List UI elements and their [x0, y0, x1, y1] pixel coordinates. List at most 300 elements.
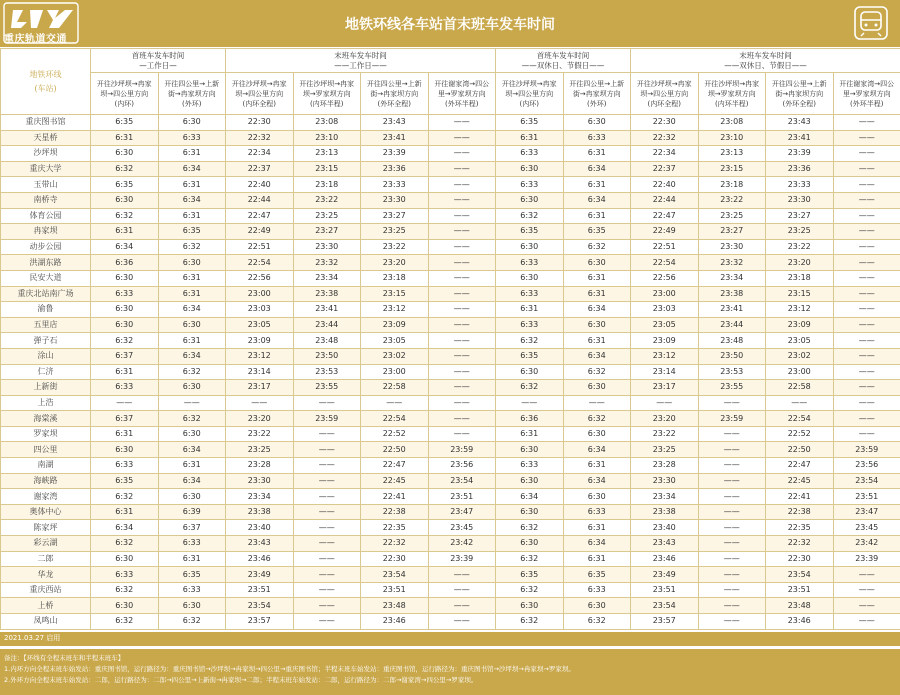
- time-cell: 6:37: [91, 348, 159, 364]
- time-cell: ——: [428, 255, 496, 271]
- time-cell: 23:51: [361, 582, 429, 598]
- time-cell: 6:33: [91, 286, 159, 302]
- table-row: [1, 536, 900, 552]
- time-cell: 6:31: [91, 364, 159, 380]
- time-cell: ——: [428, 395, 496, 411]
- time-cell: 6:31: [496, 302, 564, 318]
- time-cell: 22:47: [766, 458, 834, 474]
- time-cell: 23:25: [631, 442, 699, 458]
- time-cell: 6:31: [158, 146, 226, 162]
- time-cell: 6:35: [91, 115, 159, 131]
- time-cell: 23:41: [293, 302, 361, 318]
- station-name: 上桥: [1, 598, 91, 614]
- time-cell: 6:30: [563, 380, 631, 396]
- time-cell: 23:03: [631, 302, 699, 318]
- time-cell: 23:14: [226, 364, 294, 380]
- time-cell: 23:56: [833, 458, 900, 474]
- time-cell: 23:20: [361, 255, 429, 271]
- time-cell: 23:48: [766, 598, 834, 614]
- time-cell: 23:12: [766, 302, 834, 318]
- column-header: [91, 73, 159, 115]
- time-cell: 22:34: [226, 146, 294, 162]
- time-cell: 23:25: [766, 224, 834, 240]
- time-cell: 6:34: [496, 489, 564, 505]
- time-cell: 23:51: [766, 582, 834, 598]
- time-cell: 23:46: [631, 551, 699, 567]
- table-row: [1, 208, 900, 224]
- time-cell: 6:35: [563, 567, 631, 583]
- time-cell: 6:31: [158, 270, 226, 286]
- time-cell: 23:43: [226, 536, 294, 552]
- station-name: 弹子石: [1, 333, 91, 349]
- time-cell: 23:00: [766, 364, 834, 380]
- time-cell: ——: [361, 395, 429, 411]
- time-cell: 23:51: [631, 582, 699, 598]
- time-cell: 22:38: [766, 504, 834, 520]
- time-cell: 6:30: [563, 115, 631, 131]
- time-cell: 23:41: [766, 130, 834, 146]
- time-cell: 6:33: [496, 286, 564, 302]
- time-cell: 6:32: [496, 551, 564, 567]
- time-cell: 6:30: [91, 442, 159, 458]
- time-cell: 23:54: [428, 473, 496, 489]
- time-cell: 23:15: [361, 286, 429, 302]
- time-cell: ——: [428, 130, 496, 146]
- station-name: 海棠溪: [1, 411, 91, 427]
- time-cell: 6:34: [158, 302, 226, 318]
- column-header: [496, 73, 564, 115]
- note-line: 2.外环方向全程末班车始发站：二郎，运行路径为：二郎→四公里→上新街→冉家坝→二郎；半程末班车始发站：二郎，运行路径为：二郎→谢家湾→四公里→罗家坝。: [4, 676, 478, 684]
- group-header: [226, 49, 496, 73]
- time-cell: 6:30: [563, 255, 631, 271]
- time-cell: 6:32: [91, 614, 159, 630]
- table-row: [1, 520, 900, 536]
- time-cell: ——: [428, 364, 496, 380]
- time-cell: 23:54: [226, 598, 294, 614]
- station-name: 五里店: [1, 317, 91, 333]
- time-cell: 23:48: [361, 598, 429, 614]
- group-title: 末班车发车时间: [739, 50, 792, 60]
- time-cell: 23:22: [226, 426, 294, 442]
- time-cell: 6:33: [496, 177, 564, 193]
- time-cell: 22:41: [361, 489, 429, 505]
- time-cell: 23:28: [226, 458, 294, 474]
- table-row: [1, 130, 900, 146]
- time-cell: ——: [833, 130, 900, 146]
- time-cell: ——: [698, 395, 766, 411]
- time-cell: 23:44: [293, 317, 361, 333]
- column-header-line: 开往四公里→上新: [366, 79, 422, 88]
- time-cell: 6:31: [91, 426, 159, 442]
- time-cell: 6:30: [158, 380, 226, 396]
- time-cell: ——: [833, 177, 900, 193]
- column-header-line: (内环): [519, 99, 539, 108]
- time-cell: ——: [698, 582, 766, 598]
- time-cell: 23:00: [631, 286, 699, 302]
- time-cell: 22:51: [226, 239, 294, 255]
- time-cell: 23:34: [631, 489, 699, 505]
- time-cell: 6:30: [563, 598, 631, 614]
- time-cell: 6:30: [496, 473, 564, 489]
- time-cell: 23:20: [766, 255, 834, 271]
- time-cell: 23:59: [428, 442, 496, 458]
- time-cell: ——: [293, 614, 361, 630]
- time-cell: 6:36: [496, 411, 564, 427]
- time-cell: 6:33: [496, 458, 564, 474]
- column-header-line: (内环半程): [310, 99, 344, 108]
- time-cell: 23:49: [226, 567, 294, 583]
- time-cell: 23:33: [361, 177, 429, 193]
- time-cell: 23:27: [361, 208, 429, 224]
- time-cell: 6:30: [496, 504, 564, 520]
- time-cell: 23:51: [226, 582, 294, 598]
- time-cell: 6:30: [158, 489, 226, 505]
- time-cell: 22:47: [361, 458, 429, 474]
- time-cell: 22:56: [226, 270, 294, 286]
- table-row: [1, 458, 900, 474]
- column-header-line: 开往沙坪坝→冉家: [704, 79, 760, 88]
- time-cell: 23:10: [698, 130, 766, 146]
- time-cell: ——: [833, 598, 900, 614]
- time-cell: 6:32: [158, 364, 226, 380]
- time-cell: ——: [833, 255, 900, 271]
- time-cell: 23:39: [833, 551, 900, 567]
- time-cell: 23:22: [293, 192, 361, 208]
- time-cell: ——: [428, 317, 496, 333]
- time-cell: ——: [833, 286, 900, 302]
- time-cell: ——: [833, 239, 900, 255]
- column-header-line: 坝→四公里方向: [505, 89, 554, 98]
- table-row: [1, 286, 900, 302]
- time-cell: 23:15: [766, 286, 834, 302]
- time-cell: 23:00: [361, 364, 429, 380]
- time-cell: ——: [293, 426, 361, 442]
- column-header-line: 坝→四公里方向: [235, 89, 284, 98]
- time-cell: ——: [833, 426, 900, 442]
- time-cell: 6:32: [91, 208, 159, 224]
- station-name: 南湖: [1, 458, 91, 474]
- time-cell: 6:30: [563, 426, 631, 442]
- time-cell: ——: [293, 458, 361, 474]
- station-name: 冉家坝: [1, 224, 91, 240]
- table-row: [1, 317, 900, 333]
- time-cell: ——: [226, 395, 294, 411]
- column-header-line: 街→冉家坝方向: [775, 89, 824, 98]
- station-name: 罗家坝: [1, 426, 91, 442]
- time-cell: 6:34: [91, 520, 159, 536]
- time-cell: 22:45: [766, 473, 834, 489]
- time-cell: 6:34: [158, 348, 226, 364]
- group-subtitle: —工作日—: [139, 60, 177, 70]
- column-header: [698, 73, 766, 115]
- time-cell: ——: [428, 161, 496, 177]
- station-name: 洪湖东路: [1, 255, 91, 271]
- time-cell: 6:32: [158, 239, 226, 255]
- time-cell: ——: [428, 177, 496, 193]
- time-cell: 6:35: [496, 567, 564, 583]
- time-cell: 22:58: [766, 380, 834, 396]
- time-cell: ——: [698, 426, 766, 442]
- time-cell: 6:31: [563, 458, 631, 474]
- time-cell: 23:40: [631, 520, 699, 536]
- time-cell: 23:30: [226, 473, 294, 489]
- time-cell: 23:43: [631, 536, 699, 552]
- station-name: 民安大道: [1, 270, 91, 286]
- column-header: [361, 73, 429, 115]
- time-cell: 23:09: [631, 333, 699, 349]
- table-row: [1, 302, 900, 318]
- column-header-line: 开往沙坪坝→冉家: [96, 79, 152, 88]
- table-row: [1, 364, 900, 380]
- station-name: 重庆图书馆: [1, 115, 91, 131]
- time-cell: 6:32: [91, 489, 159, 505]
- time-cell: 6:31: [158, 177, 226, 193]
- time-cell: ——: [428, 115, 496, 131]
- table-row: [1, 473, 900, 489]
- time-cell: 22:56: [631, 270, 699, 286]
- time-cell: ——: [158, 395, 226, 411]
- time-cell: 23:10: [293, 130, 361, 146]
- time-cell: ——: [698, 598, 766, 614]
- column-header-line: 开往谢家湾→四公: [434, 79, 490, 88]
- time-cell: ——: [496, 395, 564, 411]
- time-cell: 6:33: [563, 504, 631, 520]
- time-cell: 23:59: [833, 442, 900, 458]
- column-header-line: 开往四公里→上新: [569, 79, 625, 88]
- time-cell: 23:17: [631, 380, 699, 396]
- time-cell: 6:32: [91, 161, 159, 177]
- time-cell: ——: [428, 333, 496, 349]
- time-cell: 23:17: [226, 380, 294, 396]
- time-cell: ——: [698, 567, 766, 583]
- time-cell: 23:05: [361, 333, 429, 349]
- time-cell: 6:31: [563, 551, 631, 567]
- time-cell: 23:25: [293, 208, 361, 224]
- station-name: 凤鸣山: [1, 614, 91, 630]
- time-cell: 6:32: [91, 582, 159, 598]
- column-header-line: (内环): [114, 99, 134, 108]
- header-bar: [0, 0, 900, 47]
- timetable: [0, 48, 900, 630]
- table-row: [1, 224, 900, 240]
- time-cell: 6:37: [91, 411, 159, 427]
- column-header: [293, 73, 361, 115]
- time-cell: 6:34: [91, 239, 159, 255]
- time-cell: 22:37: [631, 161, 699, 177]
- time-cell: 23:33: [766, 177, 834, 193]
- table-row: [1, 395, 900, 411]
- time-cell: 6:30: [496, 598, 564, 614]
- time-cell: 6:31: [563, 270, 631, 286]
- time-cell: ——: [428, 582, 496, 598]
- column-header-line: (外环): [182, 99, 202, 108]
- time-cell: ——: [428, 146, 496, 162]
- time-cell: 23:22: [631, 426, 699, 442]
- station-name: 重庆北站南广场: [1, 286, 91, 302]
- time-cell: 23:30: [293, 239, 361, 255]
- time-cell: 23:54: [631, 598, 699, 614]
- group-header: [91, 49, 226, 73]
- time-cell: 6:30: [158, 317, 226, 333]
- time-cell: 23:12: [226, 348, 294, 364]
- time-cell: 6:30: [91, 551, 159, 567]
- time-cell: 6:32: [158, 614, 226, 630]
- column-header-line: 里→罗家坝方向: [437, 89, 486, 98]
- time-cell: ——: [833, 115, 900, 131]
- time-cell: 6:30: [496, 270, 564, 286]
- time-cell: 23:39: [766, 146, 834, 162]
- time-cell: ——: [698, 614, 766, 630]
- column-header-line: 里→罗家坝方向: [842, 89, 891, 98]
- station-column-header: [1, 49, 91, 115]
- time-cell: ——: [293, 504, 361, 520]
- time-cell: ——: [428, 192, 496, 208]
- time-cell: 23:42: [833, 536, 900, 552]
- time-cell: 23:55: [293, 380, 361, 396]
- column-header-line: 开往沙坪坝→冉家: [231, 79, 287, 88]
- group-subtitle: ——工作日——: [334, 60, 387, 70]
- time-cell: 23:15: [293, 161, 361, 177]
- time-cell: 23:05: [226, 317, 294, 333]
- time-cell: 22:47: [631, 208, 699, 224]
- time-cell: 6:35: [158, 224, 226, 240]
- time-cell: 23:22: [361, 239, 429, 255]
- note-title: 备注：【环线有全程末班车和半程末班车】: [4, 654, 125, 662]
- time-cell: 6:34: [158, 473, 226, 489]
- time-cell: ——: [293, 567, 361, 583]
- station-name: 四公里: [1, 442, 91, 458]
- time-cell: 23:36: [766, 161, 834, 177]
- time-cell: 6:35: [158, 567, 226, 583]
- time-cell: 23:14: [631, 364, 699, 380]
- time-cell: 6:33: [563, 130, 631, 146]
- column-header: [428, 73, 496, 115]
- time-cell: ——: [428, 270, 496, 286]
- station-name: 涂山: [1, 348, 91, 364]
- time-cell: 6:34: [158, 161, 226, 177]
- time-cell: 6:31: [158, 458, 226, 474]
- table-row: [1, 489, 900, 505]
- time-cell: 23:30: [766, 192, 834, 208]
- station-label: (车站): [34, 83, 57, 93]
- time-cell: 22:52: [766, 426, 834, 442]
- time-cell: 6:32: [91, 536, 159, 552]
- time-cell: 23:13: [698, 146, 766, 162]
- time-cell: ——: [91, 395, 159, 411]
- time-cell: 6:34: [563, 192, 631, 208]
- time-cell: ——: [833, 411, 900, 427]
- time-cell: 22:44: [631, 192, 699, 208]
- time-cell: ——: [631, 395, 699, 411]
- time-cell: 6:33: [496, 255, 564, 271]
- station-name: 彩云湖: [1, 536, 91, 552]
- time-cell: 22:35: [361, 520, 429, 536]
- group-title: 首班车发车时间: [536, 50, 590, 60]
- time-cell: 6:39: [158, 504, 226, 520]
- time-cell: 23:28: [631, 458, 699, 474]
- time-cell: ——: [293, 582, 361, 598]
- time-cell: 23:39: [361, 146, 429, 162]
- table-row: [1, 192, 900, 208]
- time-cell: 6:33: [158, 536, 226, 552]
- table-row: [1, 426, 900, 442]
- time-cell: ——: [428, 302, 496, 318]
- time-cell: ——: [833, 208, 900, 224]
- group-title: 末班车发车时间: [334, 50, 387, 60]
- time-cell: 23:34: [293, 270, 361, 286]
- time-cell: ——: [293, 520, 361, 536]
- time-cell: 23:13: [293, 146, 361, 162]
- station-name: 仁济: [1, 364, 91, 380]
- time-cell: 6:30: [91, 270, 159, 286]
- time-cell: 6:31: [158, 551, 226, 567]
- time-cell: 23:54: [361, 567, 429, 583]
- time-cell: ——: [833, 317, 900, 333]
- time-cell: 6:30: [158, 598, 226, 614]
- time-cell: 23:22: [766, 239, 834, 255]
- time-cell: 22:54: [631, 255, 699, 271]
- time-cell: 23:22: [698, 192, 766, 208]
- time-cell: 22:37: [226, 161, 294, 177]
- time-cell: 6:30: [158, 426, 226, 442]
- time-cell: 22:34: [631, 146, 699, 162]
- time-cell: ——: [428, 411, 496, 427]
- station-name: 海峡路: [1, 473, 91, 489]
- time-cell: 23:38: [226, 504, 294, 520]
- table-row: [1, 177, 900, 193]
- station-name: 南桥寺: [1, 192, 91, 208]
- page-title: 地铁环线各车站首末班车发车时间: [345, 17, 555, 33]
- time-cell: 23:38: [631, 504, 699, 520]
- time-cell: 6:35: [91, 473, 159, 489]
- station-name: 沙坪坝: [1, 146, 91, 162]
- time-cell: ——: [293, 473, 361, 489]
- time-cell: 22:45: [361, 473, 429, 489]
- time-cell: ——: [833, 161, 900, 177]
- time-cell: 22:30: [361, 551, 429, 567]
- time-cell: 22:50: [361, 442, 429, 458]
- group-header: [496, 49, 631, 73]
- time-cell: ——: [428, 224, 496, 240]
- time-cell: 23:34: [226, 489, 294, 505]
- time-cell: 23:45: [428, 520, 496, 536]
- column-header-line: (内环全程): [242, 99, 276, 108]
- logo-text: 重庆轨道交通: [4, 34, 67, 45]
- time-cell: 23:25: [226, 442, 294, 458]
- time-cell: 23:30: [361, 192, 429, 208]
- time-cell: 6:31: [91, 504, 159, 520]
- time-cell: ——: [833, 302, 900, 318]
- time-cell: 23:20: [631, 411, 699, 427]
- time-cell: ——: [833, 348, 900, 364]
- station-name: 上浩: [1, 395, 91, 411]
- time-cell: 6:35: [496, 115, 564, 131]
- time-cell: ——: [428, 286, 496, 302]
- time-cell: 23:43: [766, 115, 834, 131]
- time-cell: 22:49: [226, 224, 294, 240]
- note-line: 1.内环方向全程末班车始发站：重庆图书馆，运行路径为：重庆图书馆→沙坪坝→冉家坝→四公里→重庆图书馆；半程末班车始发站：重庆图书馆，运行路径为：重庆图书馆→沙坪坝→冉家坝→罗家坝。: [4, 665, 575, 673]
- time-cell: 23:18: [293, 177, 361, 193]
- table-row: [1, 504, 900, 520]
- time-cell: 22:58: [361, 380, 429, 396]
- date-bar: [0, 632, 900, 646]
- time-cell: 6:32: [496, 520, 564, 536]
- time-cell: 6:34: [563, 536, 631, 552]
- time-cell: ——: [428, 239, 496, 255]
- line-name: 地铁环线: [29, 69, 62, 79]
- time-cell: 6:30: [496, 239, 564, 255]
- train-station-icon: [854, 6, 888, 40]
